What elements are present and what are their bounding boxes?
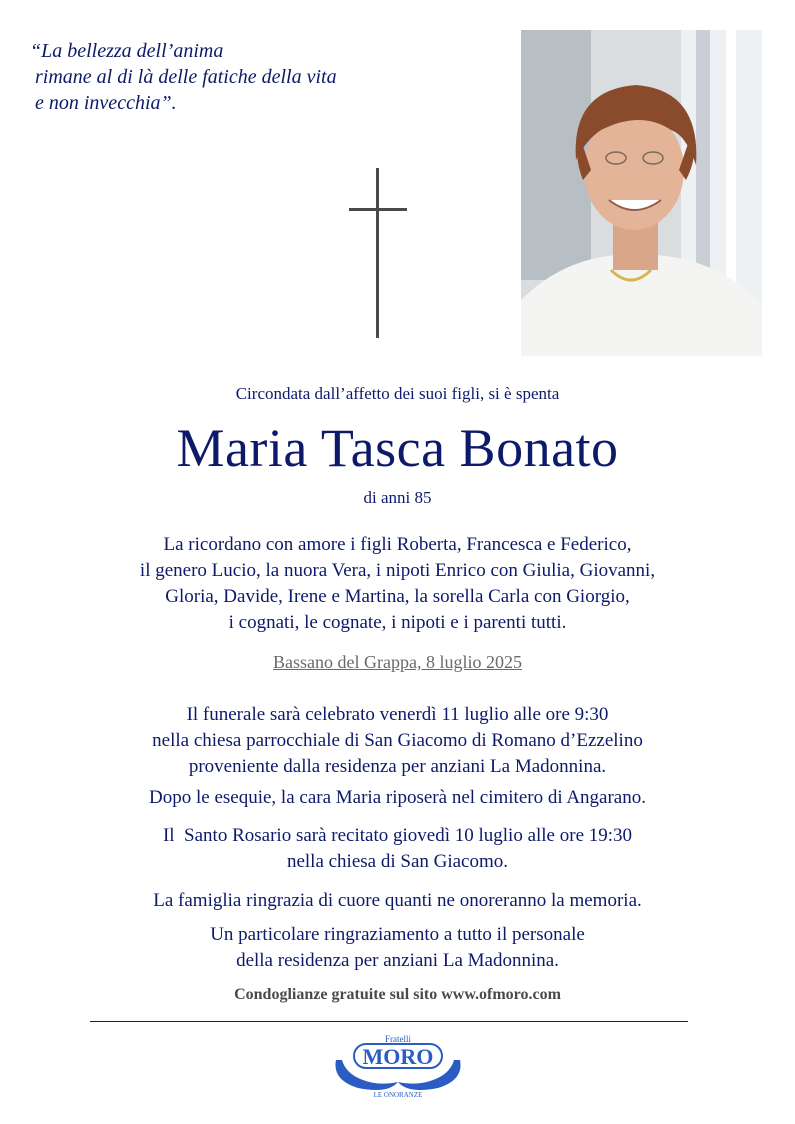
logo-top-text: Fratelli [385, 1034, 411, 1044]
quote-line: “La bellezza dell’anima [30, 40, 224, 62]
survivors-text [0, 532, 795, 636]
special-thanks-line: Un particolare ringraziamento a tutto il personale [210, 924, 585, 945]
survivors-line: i cognati, le cognate, i nipoti e i parenti tutti. [228, 612, 567, 633]
survivors-line: La ricordano con amore i figli Roberta, Francesca e Federico, [163, 534, 632, 555]
funeral-line: nella chiesa parrocchiale di San Giacomo di Romano d’Ezzelino [152, 730, 643, 751]
family-thanks: La famiglia ringrazia di cuore quanti ne onoreranno la memoria. [153, 890, 642, 911]
special-thanks-line: della residenza per anziani La Madonnina. [236, 950, 559, 971]
rosary-text [0, 823, 795, 875]
rosary-line: nella chiesa di San Giacomo. [286, 851, 509, 872]
funeral-line: Il funerale sarà celebrato venerdì 11 luglio alle ore 9:30 [186, 704, 609, 725]
survivors-line: Gloria, Davide, Irene e Martina, la sorella Carla con Giorgio, [165, 586, 630, 607]
quote-line: rimane al di là delle fatiche della vita [30, 66, 337, 88]
intro-text: Circondata dall’affetto dei suoi figli, si è spenta [235, 384, 560, 403]
divider [90, 1021, 688, 1022]
portrait-photo [521, 30, 762, 356]
deceased-name: Maria Tasca Bonato [176, 418, 619, 478]
quote-line: e non invecchia”. [30, 92, 177, 114]
quote [30, 38, 450, 116]
logo-name-text: MORO [362, 1044, 434, 1069]
survivors-line: il genero Lucio, la nuora Vera, i nipoti Enrico con Giulia, Giovanni, [139, 560, 656, 581]
condolences-link[interactable]: Condoglianze gratuite sul sito www.ofmoro.com [234, 986, 561, 1003]
funeral-line: proveniente dalla residenza per anziani La Madonnina. [188, 756, 607, 777]
logo-bottom-text: LE ONORANZE [373, 1091, 423, 1099]
place-date-text: Bassano del Grappa, 8 luglio 2025 [273, 652, 522, 672]
cross-icon [345, 168, 411, 345]
funeral-home-logo [328, 1030, 468, 1105]
place-date [0, 652, 795, 673]
age-text: di anni 85 [363, 488, 432, 507]
burial-text: Dopo le esequie, la cara Maria riposerà nel cimitero di Angarano. [149, 787, 646, 808]
funeral-text [0, 702, 795, 780]
rosary-line: Il Santo Rosario sarà recitato giovedì 10 luglio alle ore 19:30 [162, 825, 633, 846]
special-thanks [0, 922, 795, 974]
